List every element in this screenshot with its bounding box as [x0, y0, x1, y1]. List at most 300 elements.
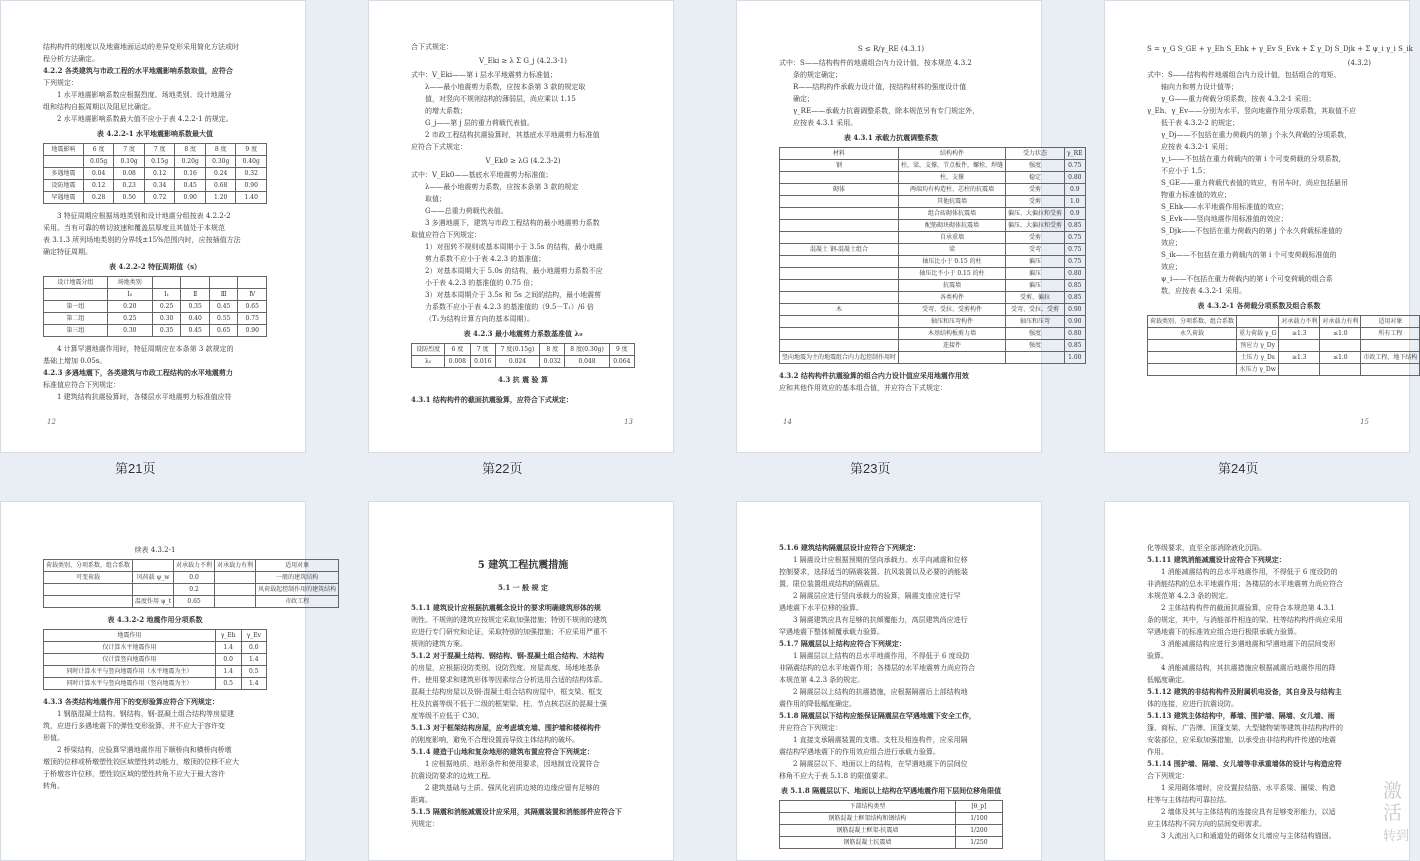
table-cell: 第一组: [44, 301, 108, 313]
page-text-line: γ_Eh、γ_Ev——分别为水平、竖向地震作用分项系数，其取值不应: [1147, 107, 1357, 115]
table-cell: 抗震墙: [899, 280, 1006, 292]
table-cell: [1279, 340, 1320, 352]
table-row: [1148, 352, 1420, 364]
page-text-line: 件、使用要求和建筑形体等因素综合分析选用合适的结构体系。: [411, 676, 607, 684]
table-cell: 0.048: [565, 356, 609, 368]
table-cell: 0.0: [215, 654, 241, 666]
page-text-line: 混凝土结构房屋以及钢-混凝土组合结构房屋中，框支梁、框支: [411, 688, 603, 696]
table-cell: Ⅲ: [209, 289, 238, 301]
table-cell: 偏压: [1006, 268, 1065, 280]
table-cell: 柱，支撑: [899, 172, 1006, 184]
table-cell: 8 度: [205, 144, 236, 156]
table-cell: 同时计算水平与竖向地震作用（水平地震为主）: [44, 666, 216, 678]
table-cell: 可变荷载: [44, 572, 133, 584]
page-text-line: 3 多遇地震下，建筑与市政工程结构的最小地震剪力系数: [425, 219, 600, 227]
table-row: [412, 356, 635, 368]
page-text-line: 形值。: [43, 734, 64, 742]
table-cell: 轴压和压弯构件: [899, 316, 1006, 328]
table-cell: 0.10g: [114, 156, 145, 168]
page-caption[interactable]: 第21页: [115, 461, 156, 476]
table-row: [44, 192, 267, 204]
table-cell: [780, 328, 899, 340]
page-text-line: 下列规定：: [43, 79, 78, 87]
table-row: [780, 160, 1086, 172]
page-text-line: 转角。: [43, 782, 64, 790]
page-text-line: 应按表 4.3.2-1 采用；: [1161, 143, 1233, 151]
table-cell: 梁: [899, 244, 1006, 256]
table-cell: 0.45: [209, 301, 238, 313]
table-cell: 0.45: [175, 180, 206, 192]
page-text-line: 罕遇地震下整体倾覆承载力验算。: [779, 628, 884, 636]
table-row: [780, 316, 1086, 328]
page-caption[interactable]: 第22页: [482, 461, 523, 476]
table-row: [1148, 364, 1420, 376]
table-cell: [215, 572, 256, 584]
table-cell: 连接件: [899, 340, 1006, 352]
table-row: [44, 596, 339, 608]
page-text-line: G——总重力荷载代表值。: [425, 207, 508, 215]
page-table: [43, 143, 267, 204]
page-text-line: 式中：S——结构构件地震组合内力设计值，包括组合的弯矩、: [1147, 71, 1341, 79]
table-cell: 轴压和压弯: [1006, 316, 1065, 328]
page-text-line: S_Djk——不包括在重力荷载内的第 j 个永久荷载标准值的: [1161, 227, 1342, 235]
table-cell: 钢筋混凝土抗震墙: [780, 837, 956, 849]
page-text-line: 1 水平地震影响系数应根据烈度、场地类别、设计地震分: [57, 91, 232, 99]
page-text-line: 遇地震下水平位移的验算。: [779, 604, 863, 612]
table-cell: 受剪、偏拉: [1006, 292, 1065, 304]
page-text-line: 5.1.2 对于混凝土结构、钢结构、钢-混凝土组合结构、木结构: [411, 651, 604, 660]
table-cell: 0.90: [238, 325, 267, 337]
table-cell: 配筋砌块砌体抗震墙: [899, 220, 1006, 232]
table-cell: 0.55: [209, 313, 238, 325]
page-text-line: 4.3.2 结构构件抗震验算的组合内力设计值应采用地震作用效: [779, 371, 969, 380]
table-cell: [1320, 340, 1361, 352]
table-cell: 0.85: [1065, 292, 1085, 304]
table-row: [780, 340, 1086, 352]
table-row: [44, 560, 339, 572]
table-row: [44, 289, 267, 301]
page-thumbnail[interactable]: [0, 0, 306, 453]
table-cell: 1.0: [1065, 196, 1085, 208]
page-text-line: 条的规定确定；: [793, 71, 842, 79]
table-cell: 第二组: [44, 313, 108, 325]
page-text-line: S ≤ R/γ_RE (4.3.1): [857, 45, 925, 53]
table-cell: 0.23: [114, 180, 145, 192]
table-cell: 0.65: [238, 301, 267, 313]
table-cell: [780, 172, 899, 184]
table-cell: 对承载力不利: [174, 560, 215, 572]
table-cell: 0.2: [174, 584, 215, 596]
page-text-line: 的刚度影响，避免不合理设置而导致主体结构的破坏。: [411, 736, 579, 744]
page-thumbnail[interactable]: [368, 501, 674, 861]
page-text-line: 本规范第 4.2.3 条的规定。: [1147, 592, 1233, 600]
page-text-line: 5.1.3 对于框架结构房屋，应考虑填充墙、围护墙和楼梯构件: [411, 723, 601, 732]
page-text-line: 罕遇地震下的标准效应组合进行极限承载力验算。: [1147, 628, 1301, 636]
page-text-line: γ_RE——承载力抗震调整系数，除本规范另有专门规定外，: [793, 107, 980, 115]
table-cell: 0.75: [1065, 160, 1085, 172]
page-thumbnail[interactable]: [368, 0, 674, 453]
page-text-line: γ_Dj——不包括在重力荷载内的第 j 个永久荷载的分项系数，: [1161, 131, 1352, 139]
table-row: [780, 304, 1086, 316]
table-cell: [152, 277, 181, 289]
page-text-line: 式中：V_Ek0——基底水平地震剪力标准值；: [411, 171, 553, 179]
page-text-line: 篷、商标、广告牌、顶篷支架、大型储物架等建筑非结构构件的: [1147, 724, 1343, 732]
table-row: [44, 666, 267, 678]
table-row: [780, 801, 1003, 813]
table-cell: [44, 584, 133, 596]
table-cell: 0.75: [1065, 256, 1085, 268]
table-cell: 0.80: [1065, 268, 1085, 280]
table-row: [780, 352, 1086, 364]
page-text-line: 2 建筑基础与土质、强风化岩质边坡的边缘应留有足够的: [425, 784, 600, 792]
page-text-line: G_j——第 j 层的重力荷载代表值。: [425, 119, 534, 127]
table-cell: 对承载力有利: [215, 560, 256, 572]
table-cell: 1/100: [955, 813, 1002, 825]
table-cell: 7 度: [144, 144, 175, 156]
watermark-line-2: 转到: [1383, 828, 1410, 843]
table-cell: 0.80: [1065, 328, 1085, 340]
page-text-line: 体的连接，应进行抗震设防。: [1147, 700, 1238, 708]
table-cell: 0.12: [83, 180, 114, 192]
table-cell: 1.4: [241, 654, 266, 666]
table-cell: 0.16: [175, 168, 206, 180]
table-row: [44, 678, 267, 690]
page-text-line: 物重力标准值的效应；: [1161, 191, 1231, 199]
page-text-line: 基础上增加 0.05s。: [43, 357, 107, 365]
page-text-line: 剪力系数不应小于表 4.2.3 的基准值；: [425, 255, 546, 263]
table-row: [44, 630, 267, 642]
page-text-line: λ——最小地震剪力系数，应按本条第 3 款的规定取: [425, 83, 586, 91]
page-text-line: 并应符合下列规定：: [779, 724, 842, 732]
table-cell: 0.30g: [205, 156, 236, 168]
table-cell: 0.85: [1065, 220, 1085, 232]
page-thumbnail[interactable]: [736, 501, 1042, 861]
table-cell: γ_Eh: [215, 630, 241, 642]
page-text-line: 合下列规定：: [1147, 772, 1189, 780]
page-text-line: 低于表 4.3.2-2 的规定；: [1161, 119, 1240, 127]
table-row: [780, 813, 1003, 825]
page-text-line: 2 隔震层应进行竖向承载力的验算，隔震支座应进行罕: [793, 592, 961, 600]
page-text-line: 筑，应进行多遇地震下的弹性变形验算，并不应大于容许变: [43, 722, 225, 730]
table-cell: 竖向地震为主的地震组合内力起控制作用时: [780, 352, 899, 364]
table-cell: 0.5: [215, 678, 241, 690]
table-cell: 0.50: [114, 192, 145, 204]
table-cell: 0.30: [107, 325, 152, 337]
page-text-line: S_Ehk——水平地震作用标准值的效应；: [1161, 203, 1289, 211]
page-text-line: λ——最小地震剪力系数，应按本条第 3 款的规定: [425, 183, 579, 191]
table-cell: 0.68: [205, 180, 236, 192]
page-text-line: 的房屋，应根据设防类别、设防烈度、房屋高度、场地地基条: [411, 664, 600, 672]
table-cell: 组合砖砌体抗震墙: [899, 208, 1006, 220]
activation-watermark: [1383, 781, 1410, 847]
table-row: [44, 156, 267, 168]
table-cell: 偏压、大偏拉和受剪: [1006, 220, 1065, 232]
page-text-line: 2 市政工程结构抗震验算时，其基底水平地震剪力标准值: [425, 131, 600, 139]
page-text-line: 表 4.2.3 最小地震剪力系数基准值 λ₀: [463, 329, 583, 338]
page-text-line: V_Ek0 ≥ λG (4.2.3-2): [485, 157, 561, 165]
page-text-line: 置、限位装置组成结构的隔震层。: [779, 580, 884, 588]
page-text-line: 则性。不规则的建筑应按规定采取加强措施；特别不规则的建筑: [411, 616, 607, 624]
page-thumbnail[interactable]: [736, 0, 1083, 453]
table-cell: 8 度(0.30g): [565, 344, 609, 356]
table-cell: 7 度: [470, 344, 495, 356]
table-cell: [215, 584, 256, 596]
table-cell: 1.20: [205, 192, 236, 204]
page-text-line: 1 消能减震结构的总水平地震作用，不得低于 6 度设防的: [1161, 568, 1338, 576]
table-cell: 永久荷载: [1148, 328, 1237, 340]
table-cell: 0.85: [1065, 280, 1085, 292]
table-row: [44, 584, 339, 596]
page-text-line: 式中：S——结构构件的地震组合内力设计值，按本规范 4.3.2: [779, 59, 972, 67]
page-text-line: S_GE——重力荷载代表值的效应，有吊车时，尚应包括悬吊: [1161, 179, 1348, 187]
page-text-line: 非隔震结构的总水平地震作用；各楼层的水平地震剪力尚应符合: [779, 664, 975, 672]
table-cell: 各类构件: [899, 292, 1006, 304]
table-cell: 6 度: [445, 344, 470, 356]
table-cell: 同时计算水平与竖向地震作用（竖向地震为主）: [44, 678, 216, 690]
table-cell: 0.04: [83, 168, 114, 180]
page-thumbnail[interactable]: [0, 501, 337, 861]
table-cell: Ⅱ: [181, 289, 210, 301]
table-cell: 柱，梁，支撑，节点板件，螺栓，焊缝: [899, 160, 1006, 172]
page-text-line: V_Eki ≥ λ Σ G_j (4.2.3-1): [479, 57, 567, 65]
table-cell: 1.00: [1065, 352, 1085, 364]
table-cell: [215, 596, 256, 608]
page-text-line: S = γ_G S_GE + γ_Eh S_Ehk + γ_Ev S_Evk + Σ γ_Dj S_Djk + Σ ψ_i γ_i S_ik: [1147, 45, 1413, 53]
page-text-line: 震结构罕遇地震下的作用效应组合进行承载力验算。: [779, 748, 940, 756]
table-cell: 受弯、受拉、受剪构件: [899, 304, 1006, 316]
page-thumbnail[interactable]: [1104, 501, 1410, 861]
table-cell: 对承载力不利: [1279, 316, 1320, 328]
table-cell: 0.9: [1065, 208, 1085, 220]
page-text-line: 5.1.5 隔震和消能减震设计应采用，其隔震装置和消能部件应符合下: [411, 807, 622, 816]
page-table: [43, 276, 267, 337]
page-table: [1147, 315, 1420, 376]
table-cell: 地震作用: [44, 630, 216, 642]
page-text-line: 2 墙体及其与主体结构的连接应具有足够变形能力，以适: [1161, 808, 1336, 816]
page-text-line: 组和结构自振周期以及阻尼比确定。: [43, 103, 155, 111]
table-cell: 重力荷载 γ_G: [1237, 328, 1279, 340]
table-cell: [780, 316, 899, 328]
table-cell: 设防地震: [44, 180, 84, 192]
table-cell: 木基结构板剪力墙: [899, 328, 1006, 340]
page-text-line: 4.2.2 各类建筑与市政工程的水平地震影响系数取值，应符合: [43, 66, 233, 75]
table-cell: 一般的建筑结构: [256, 572, 339, 584]
table-cell: ≤1.0: [1320, 352, 1361, 364]
table-cell: 1/200: [955, 825, 1002, 837]
page-text-line: 移角不应大于表 5.1.8 的限值要求。: [779, 772, 893, 780]
table-cell: [1237, 316, 1279, 328]
table-cell: 0.90: [1065, 304, 1085, 316]
table-row: [780, 220, 1086, 232]
page-text-line: γ_G——重力荷载分项系数，按表 4.3.2-1 采用；: [1161, 95, 1316, 103]
table-cell: 0.45: [181, 325, 210, 337]
table-cell: 仅计算水平地震作用: [44, 642, 216, 654]
table-cell: Ⅳ: [238, 289, 267, 301]
page-text-line: 2 桥梁结构，应验算罕遇地震作用下顺桥向和横桥向桥墩: [57, 746, 232, 754]
page-text-line: 度等级不应低于 C30。: [411, 712, 484, 720]
page-text-line: 2 主体结构构件的截面抗震验算，应符合本规范第 4.3.1: [1161, 604, 1335, 612]
table-cell: 0.32: [236, 168, 267, 180]
table-cell: 9 度: [609, 344, 634, 356]
table-cell: [1361, 340, 1420, 352]
table-cell: [44, 596, 133, 608]
table-cell: 0.25: [152, 301, 181, 313]
page-text-line: 5.1.12 建筑的非结构构件及附属机电设备，其自身及与结构主: [1147, 687, 1342, 696]
page-thumbnail[interactable]: [1104, 0, 1418, 453]
page-text-line: 3 隔震建筑应具有足够的抗倾覆能力，高层建筑尚应进行: [793, 616, 968, 624]
page-text-line: 的增大系数；: [425, 107, 467, 115]
table-cell: 1/250: [955, 837, 1002, 849]
table-row: [780, 268, 1086, 280]
table-cell: 0.5: [241, 666, 266, 678]
table-cell: I₁: [152, 289, 181, 301]
table-cell: 6 度: [83, 144, 114, 156]
table-cell: 0.12: [144, 168, 175, 180]
page-text-line: 5.1.11 建筑消能减震设计应符合下列规定：: [1147, 555, 1286, 564]
page-text-line: 作用。: [1147, 748, 1168, 756]
table-cell: λ₀: [412, 356, 445, 368]
page-table: [779, 800, 1003, 849]
table-cell: 设计地震分组: [44, 277, 108, 289]
table-cell: 1.4: [215, 642, 241, 654]
table-cell: [209, 277, 238, 289]
page-text-line: 安装部位，应采取加强措施，以承受由非结构构件传递的地震: [1147, 736, 1336, 744]
page-text-line: 控制要求，选择适当的隔震装置、抗风装置以及必要的消能装: [779, 568, 968, 576]
page-text-line: 表 4.3.2-1 各荷载分项系数及组合系数: [1197, 301, 1321, 310]
table-row: [780, 328, 1086, 340]
page-text-line: 5.1.13 建筑主体结构中，幕墙、围护墙、隔墙、女儿墙、雨: [1147, 711, 1335, 720]
page-text-line: 不应小于 1.5；: [1161, 167, 1210, 175]
table-cell: 适用对象: [1361, 316, 1420, 328]
page-text-line: 列规定：: [411, 820, 439, 828]
table-cell: [133, 560, 174, 572]
page-text-line: 表 5.1.8 隔震层以下、地面以上结构在罕遇地震作用下层间位移角限值: [780, 786, 1002, 795]
page-text-line: 3 人流出入口和通道处的砌体女儿墙应与主体结构锚固。: [1161, 832, 1336, 840]
page-text-line: 式中：V_Eki——第 i 层水平地震剪力标准值；: [411, 71, 557, 79]
table-cell: 0.90: [236, 180, 267, 192]
table-cell: [780, 292, 899, 304]
page-text-line: 4.3.3 各类结构地震作用下的变形验算应符合下列规定：: [43, 697, 219, 706]
table-cell: 受弯、受拉、受剪: [1006, 304, 1065, 316]
table-cell: 市政工程: [256, 596, 339, 608]
table-cell: [780, 280, 899, 292]
page-text-line: 确定特征周期。: [43, 248, 92, 256]
table-row: [780, 280, 1086, 292]
page-text-line: 1 隔震层以上结构的总水平地震作用，不得低于 6 度设防: [793, 652, 970, 660]
table-cell: 0.40: [181, 313, 210, 325]
page-text-line: 2）对基本周期大于 5.0s 的结构，最小地震剪力系数不应: [425, 267, 603, 275]
table-cell: 结构构件: [899, 148, 1006, 160]
page-text-line: 5.1.14 围护墙、隔墙、女儿墙等非承重墙体的设计与构造应符: [1147, 759, 1342, 768]
table-cell: 0.72: [144, 192, 175, 204]
table-cell: ≥1.3: [1279, 352, 1320, 364]
table-cell: 自承重墙: [899, 232, 1006, 244]
page-text-line: 表 3.1.3 所列场地类别的分界线±15%范围内时，应按插值方法: [43, 236, 241, 244]
page-text-line: 4.3 抗 震 验 算: [498, 375, 548, 384]
table-cell: 受力状态: [1006, 148, 1065, 160]
table-cell: 适用对象: [256, 560, 339, 572]
table-row: [780, 184, 1086, 196]
table-cell: [780, 232, 899, 244]
table-cell: 温度作用 ψ_t: [133, 596, 174, 608]
table-cell: 木: [780, 304, 899, 316]
table-cell: 1.4: [215, 666, 241, 678]
table-row: [780, 244, 1086, 256]
table-cell: 荷载类别、分项系数、组合系数: [1148, 316, 1237, 328]
page-text-line: 本规范第 4.2.3 条的规定。: [779, 676, 865, 684]
table-row: [44, 277, 267, 289]
table-cell: 0.28: [83, 192, 114, 204]
table-cell: 轴压比不小于 0.15 的柱: [899, 268, 1006, 280]
table-cell: [θ_p]: [955, 801, 1002, 813]
page-text-line: 低幅度确定。: [1147, 676, 1189, 684]
table-cell: 仅计算竖向地震作用: [44, 654, 216, 666]
page-text-line: 非消能结构的总水平地震作用；各楼层的水平地震剪力尚应符合: [1147, 580, 1343, 588]
table-row: [44, 180, 267, 192]
table-cell: 材料: [780, 148, 899, 160]
table-cell: 0.75: [1065, 232, 1085, 244]
table-cell: [780, 256, 899, 268]
page-text-line: 墩顶的位移或桥墩塑性铰区域塑性转动能力，墩顶的位移不应大: [43, 758, 239, 766]
table-cell: [44, 289, 108, 301]
table-cell: 0.65: [209, 325, 238, 337]
table-cell: 风荷载起控制作用的建筑结构: [256, 584, 339, 596]
table-cell: [238, 277, 267, 289]
table-cell: 第三组: [44, 325, 108, 337]
page-text-line: 4 计算罕遇地震作用时，特征周期应在本条第 3 款规定的: [57, 345, 234, 353]
table-cell: 受剪: [1006, 196, 1065, 208]
table-cell: 轴压比小于 0.15 的柱: [899, 256, 1006, 268]
page-text-line: 程分析方法确定。: [43, 55, 99, 63]
page-text-line: 规则的建筑方案。: [411, 640, 467, 648]
table-cell: 1.4: [241, 678, 266, 690]
table-row: [780, 172, 1086, 184]
table-cell: 0.35: [181, 301, 210, 313]
table-row: [44, 168, 267, 180]
page-text-line: 1）对扭转不规则或基本周期小于 3.5s 的结构，最小地震: [425, 243, 603, 251]
table-row: [44, 654, 267, 666]
table-cell: 强度: [1006, 340, 1065, 352]
table-cell: [1148, 340, 1237, 352]
page-text-line: 值，对竖向不规则结构的薄弱层，尚应乘以 1.15: [425, 95, 576, 103]
table-row: [44, 301, 267, 313]
page-text-line: 化等级要求，直至全部消除液化沉陷。: [1147, 544, 1266, 552]
page-text-line: 效应；: [1161, 239, 1182, 247]
table-cell: 8 度: [540, 344, 565, 356]
page-table: [779, 147, 1086, 364]
page-text-line: 表 4.2.2-1 水平地震影响系数最大值: [96, 129, 214, 138]
table-row: [44, 572, 339, 584]
table-cell: 荷载类别、分项系数、组合系数: [44, 560, 133, 572]
table-cell: 9 度: [236, 144, 267, 156]
page-text-line: 震作用的降低幅度确定。: [779, 700, 856, 708]
page-caption[interactable]: 第23页: [850, 461, 891, 476]
table-row: [412, 344, 635, 356]
table-cell: [133, 584, 174, 596]
table-cell: [1006, 352, 1065, 364]
table-cell: 所有工程: [1361, 328, 1420, 340]
page-text-line: （T₁为结构计算方向的基本周期）。: [425, 315, 534, 323]
table-cell: [780, 340, 899, 352]
table-cell: 受剪: [1006, 184, 1065, 196]
page-caption[interactable]: 第24页: [1218, 461, 1259, 476]
table-cell: 其他抗震墙: [899, 196, 1006, 208]
table-cell: [899, 352, 1006, 364]
table-cell: 0.30: [152, 313, 181, 325]
page-text-line: 距离。: [411, 796, 432, 804]
table-row: [780, 196, 1086, 208]
page-text-line: 表 4.3.2-2 地震作用分项系数: [107, 615, 203, 624]
